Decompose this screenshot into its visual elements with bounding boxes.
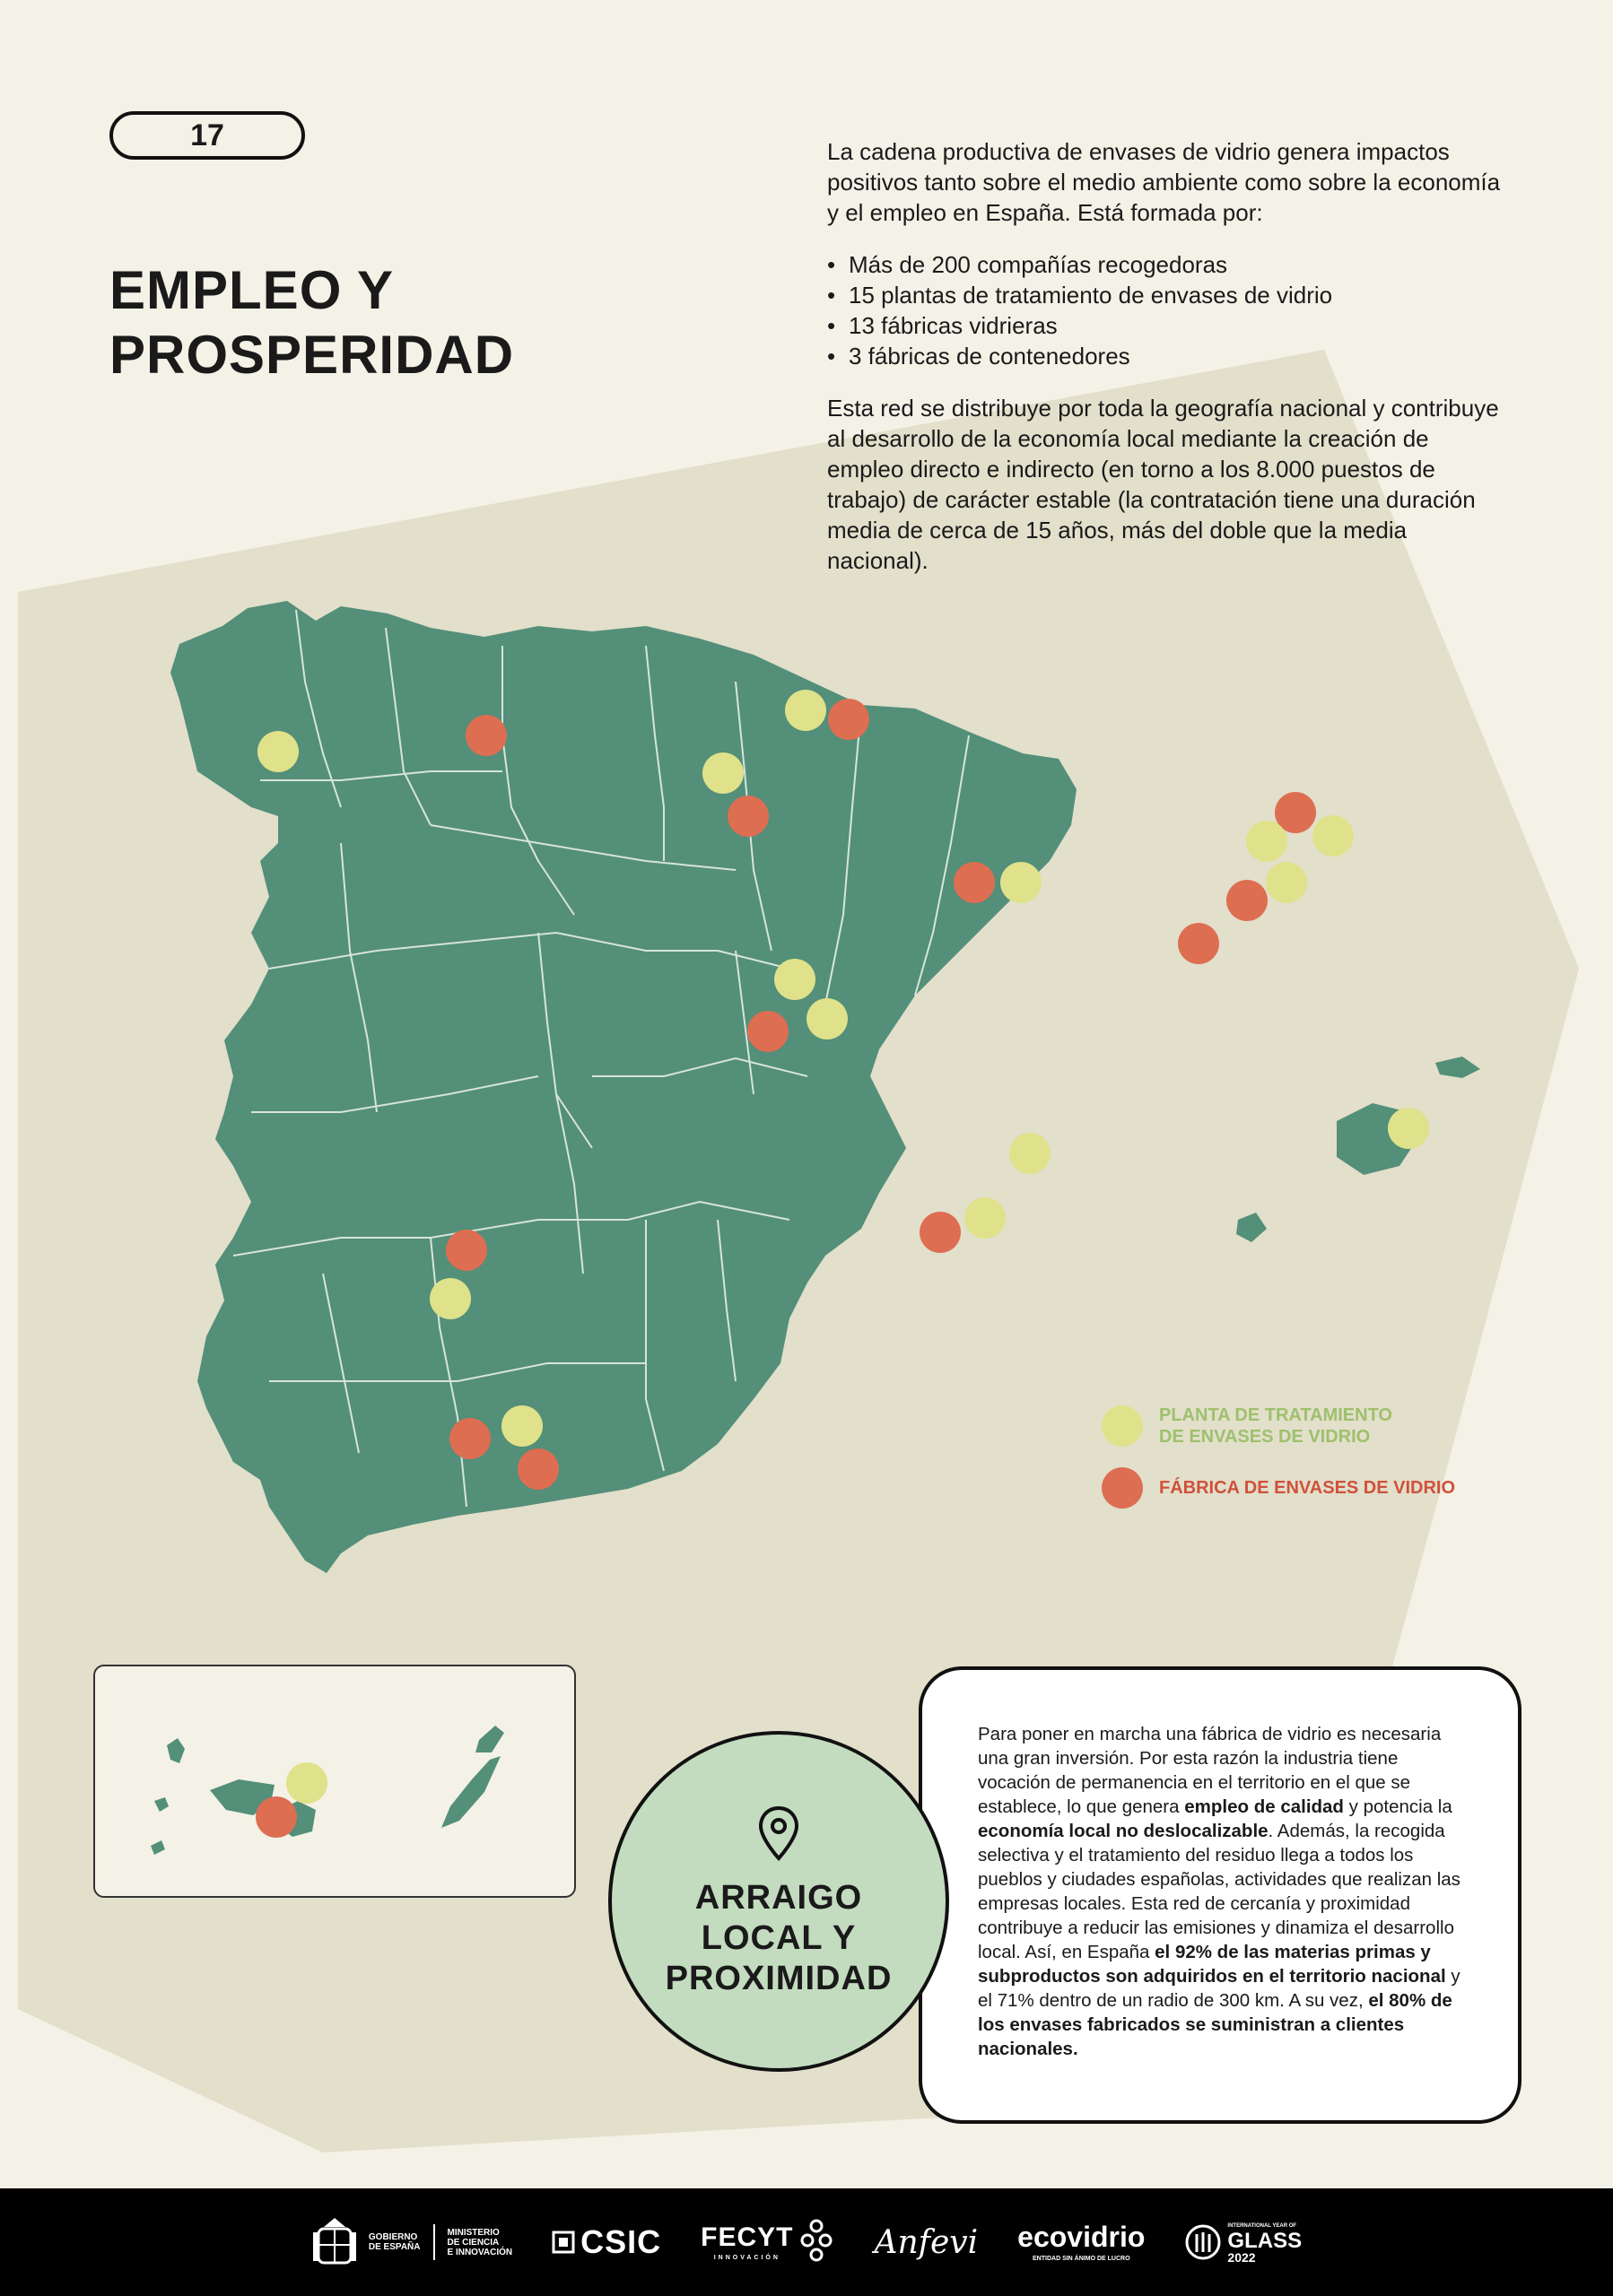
coat-of-arms-icon xyxy=(311,2216,358,2268)
plant-marker xyxy=(430,1278,471,1319)
fecyt-text: FECYT xyxy=(701,2222,794,2252)
badge-line-2: LOCAL Y xyxy=(701,1918,857,1957)
ministerio-line: MINISTERIO xyxy=(447,2227,500,2238)
factory-marker xyxy=(518,1448,559,1490)
intro-text xyxy=(827,136,1509,576)
plant-marker xyxy=(1009,1133,1051,1174)
intro-bullet: • Más de 200 compañías recogedoras xyxy=(827,249,1509,280)
plant-marker xyxy=(702,752,744,794)
divider xyxy=(433,2224,435,2260)
info-bold: el 80% de los envases fabricados se suministran a clientes nacionales. xyxy=(978,1990,1452,2059)
gobierno-line: GOBIERNO xyxy=(368,2232,418,2242)
csic-emblem-icon xyxy=(552,2229,575,2256)
factory-marker xyxy=(828,699,869,740)
factory-marker xyxy=(954,862,995,903)
footer-logos xyxy=(0,2188,1613,2296)
iberian-peninsula-shape xyxy=(170,601,1077,1573)
ecovidrio-logo xyxy=(1017,2221,1145,2264)
anfevi-logo xyxy=(874,2224,978,2261)
ministerio-line: DE CIENCIA xyxy=(447,2237,500,2248)
plant-marker xyxy=(964,1197,1006,1239)
plant-marker xyxy=(257,731,299,772)
gobierno-text xyxy=(369,2232,421,2252)
island-shape xyxy=(475,1726,504,1752)
legend-label-factory: FÁBRICA DE ENVASES DE VIDRIO xyxy=(1159,1478,1456,1498)
info-text: y potencia la xyxy=(1343,1796,1452,1817)
glass-emblem-icon xyxy=(1184,2223,1222,2261)
fecyt-text-group xyxy=(701,2222,793,2263)
ministerio-text xyxy=(448,2228,513,2257)
legend-item-factory xyxy=(1102,1467,1500,1509)
ecovidrio-text: ecovidrio xyxy=(1017,2221,1146,2253)
fecyt-subtext: INNOVACIÓN xyxy=(713,2254,780,2261)
factory-marker xyxy=(728,796,769,837)
island-shape xyxy=(154,1797,169,1812)
ecovidrio-subtext: ENTIDAD SIN ÁNIMO DE LUCRO xyxy=(1033,2256,1130,2262)
badge-label xyxy=(666,1878,893,1999)
intro-paragraph-2: Esta red se distribuye por toda la geografía nacional y contribuye al desarrollo de la economía local mediante la creación de empleo directo e indirecto (en torno a los 8.000 puestos de trabajo) de carácter estable (la contratación tiene una duración media de cerca de 15 años, más del doble que la media nacional). xyxy=(827,395,1499,574)
factory-marker xyxy=(449,1418,491,1459)
plant-marker xyxy=(806,998,848,1039)
info-text: . Además, la recogida selectiva y el tratamiento del residuo llega a todos los pueblos y ciudades españolas, actividades que realizan las empresas locales. Esta red de cercanía y proximidad contribuye a reducir las emisiones y dinamiza el desarrollo local. Así, en España xyxy=(978,1821,1460,1962)
page-title xyxy=(109,258,514,387)
intro-bullet: • 13 fábricas vidrieras xyxy=(827,310,1509,341)
canary-islands-inset xyxy=(93,1665,576,1898)
plant-marker xyxy=(785,690,826,731)
plant-marker xyxy=(501,1405,543,1447)
factory-marker xyxy=(1226,880,1268,921)
glass-text-group xyxy=(1227,2222,1302,2264)
info-text: Para poner en marcha una fábrica de vidrio es necesaria una gran inversión. Por esta razón la industria tiene vocación de permanencia en el territorio en el que se establece, lo que genera xyxy=(978,1724,1442,1817)
island-shape xyxy=(151,1840,165,1855)
legend-plant-line-1: PLANTA DE TRATAMIENTO xyxy=(1159,1405,1392,1425)
page-number: 17 xyxy=(109,111,305,160)
factory-marker xyxy=(747,1011,789,1052)
factory-dot-icon xyxy=(1102,1467,1143,1509)
ibiza-island-shape xyxy=(1236,1213,1267,1242)
glass-top-text: INTERNATIONAL YEAR OF xyxy=(1227,2222,1297,2229)
title-line-1: EMPLEO Y xyxy=(109,260,394,320)
island-shape xyxy=(167,1738,185,1763)
factory-marker xyxy=(920,1212,961,1253)
info-bold: economía local no deslocalizable xyxy=(978,1821,1269,1841)
location-pin-icon xyxy=(756,1805,801,1862)
intro-bullet: • 15 plantas de tratamiento de envases de vidrio xyxy=(827,280,1509,310)
intro-bullet: • 3 fábricas de contenedores xyxy=(827,341,1509,371)
badge-line-1: ARRAIGO xyxy=(694,1878,863,1917)
factory-marker xyxy=(256,1796,297,1838)
glass-year-text: 2022 xyxy=(1227,2249,1256,2265)
plant-marker xyxy=(1000,862,1042,903)
csic-logo xyxy=(552,2223,661,2261)
info-text: y el 71% dentro de un radio de 300 km. A su vez, xyxy=(978,1966,1460,2011)
island-shape xyxy=(441,1756,501,1828)
plant-marker xyxy=(1388,1108,1429,1149)
info-box xyxy=(919,1666,1521,2124)
csic-text: CSIC xyxy=(580,2223,662,2260)
glass-text: GLASS xyxy=(1227,2228,1303,2253)
title-line-2: PROSPERIDAD xyxy=(109,325,515,385)
year-of-glass-logo xyxy=(1184,2222,1302,2264)
plant-marker xyxy=(774,959,815,1000)
plant-marker xyxy=(1266,862,1307,903)
ministerio-line: E INNOVACIÓN xyxy=(447,2247,513,2257)
plant-marker xyxy=(1312,815,1354,857)
legend-label-plant xyxy=(1159,1405,1500,1448)
plant-marker xyxy=(1246,821,1287,862)
plant-dot-icon xyxy=(1102,1405,1143,1447)
intro-paragraph-1: La cadena productiva de envases de vidrio genera impactos positivos tanto sobre el medio ambiente como sobre la economía y el empleo en España. Está formada por: xyxy=(827,138,1501,226)
anfevi-text: Anfevi xyxy=(874,2223,979,2261)
legend-item-plant xyxy=(1102,1405,1500,1448)
factory-marker xyxy=(446,1230,487,1271)
plant-marker xyxy=(286,1762,327,1804)
arraigo-badge xyxy=(608,1731,949,2072)
gobierno-logo xyxy=(311,2216,512,2268)
canary-islands-map xyxy=(95,1666,574,1896)
ecovidrio-text-group xyxy=(1017,2221,1145,2264)
badge-line-3: PROXIMIDAD xyxy=(665,1959,893,1997)
fecyt-dots-icon xyxy=(798,2219,834,2266)
map-legend xyxy=(1102,1405,1500,1528)
info-bold: empleo de calidad xyxy=(1184,1796,1344,1817)
legend-plant-line-2: DE ENVASES DE VIDRIO xyxy=(1159,1427,1371,1447)
fecyt-logo xyxy=(701,2219,834,2266)
factory-marker xyxy=(466,715,507,756)
menorca-island-shape xyxy=(1435,1057,1480,1078)
intro-bullet-list xyxy=(827,249,1509,371)
factory-marker xyxy=(1178,923,1219,964)
gobierno-line: DE ESPAÑA xyxy=(368,2242,421,2252)
info-bold: el 92% de las materias primas y subproductos son adquiridos en el territorio nacional xyxy=(978,1942,1446,1987)
